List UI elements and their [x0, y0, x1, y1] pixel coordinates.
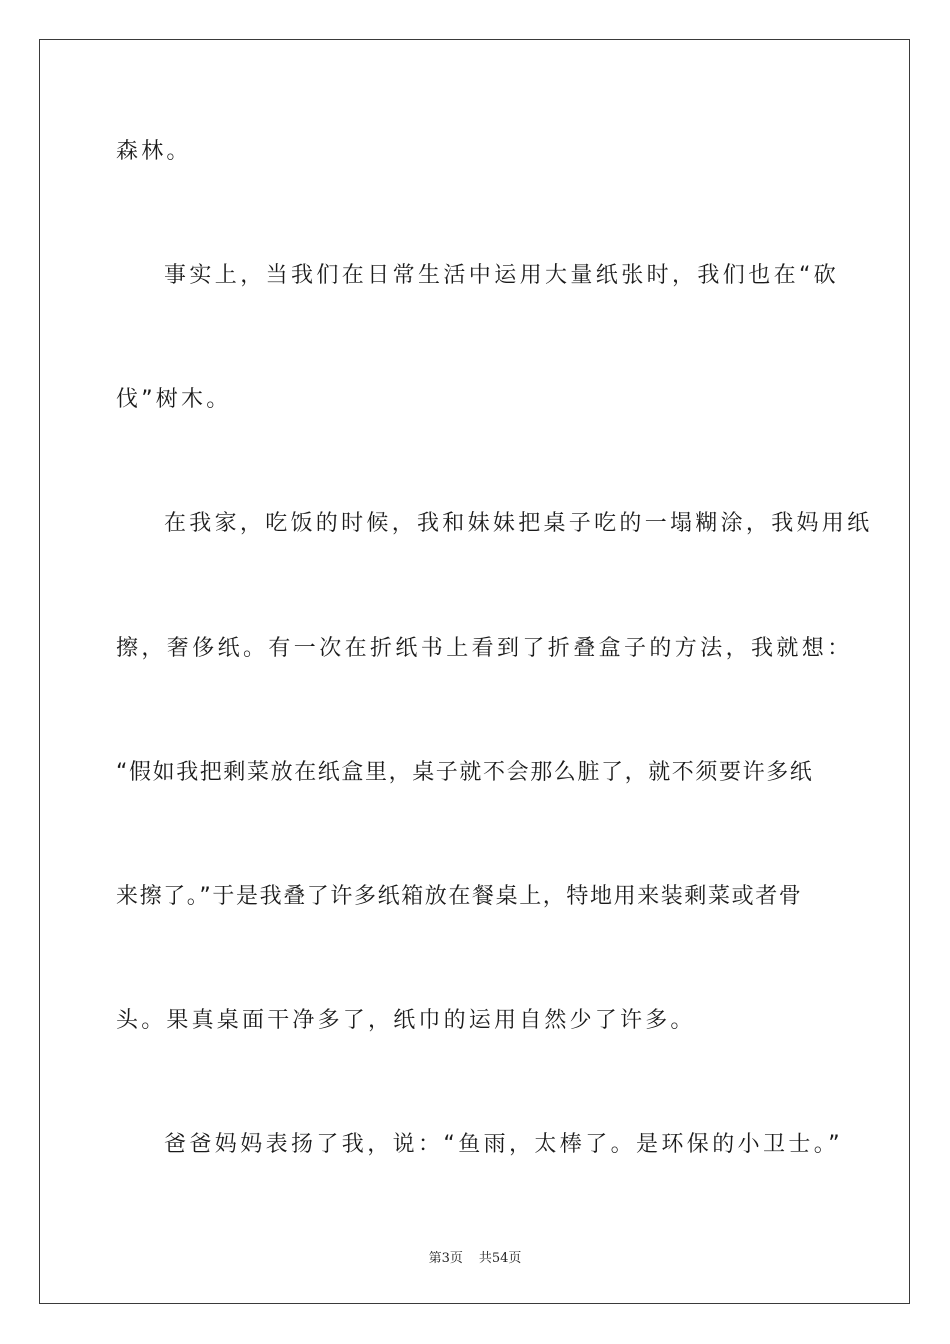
- paragraph-line-2: 事实上，当我们在日常生活中运用大量纸张时，我们也在“砍: [164, 263, 840, 288]
- paragraph-line-8: 头。果真桌面干净多了，纸巾的运用自然少了许多。: [116, 1008, 696, 1033]
- paragraph-line-9: 爸爸妈妈表扬了我，说：“鱼雨，太棒了。是环保的小卫士。”: [164, 1132, 843, 1157]
- page-border: [39, 39, 910, 1304]
- paragraph-line-6: “假如我把剩菜放在纸盒里，桌子就不会那么脏了，就不须要许多纸: [116, 760, 814, 785]
- paragraph-line-1: 森林。: [116, 139, 192, 164]
- page-footer: [0, 1247, 950, 1266]
- page-total: 共54页: [478, 1251, 522, 1266]
- page-number: 第3页: [428, 1251, 463, 1266]
- paragraph-line-5: 擦，奢侈纸。有一次在折纸书上看到了折叠盒子的方法，我就想：: [116, 636, 853, 661]
- paragraph-line-3: 伐”树木。: [116, 387, 232, 412]
- paragraph-line-4: 在我家，吃饭的时候，我和妹妹把桌子吃的一塌糊涂，我妈用纸: [164, 511, 873, 536]
- paragraph-line-7: 来擦了。”于是我叠了许多纸箱放在餐桌上，特地用来装剩菜或者骨: [116, 884, 803, 909]
